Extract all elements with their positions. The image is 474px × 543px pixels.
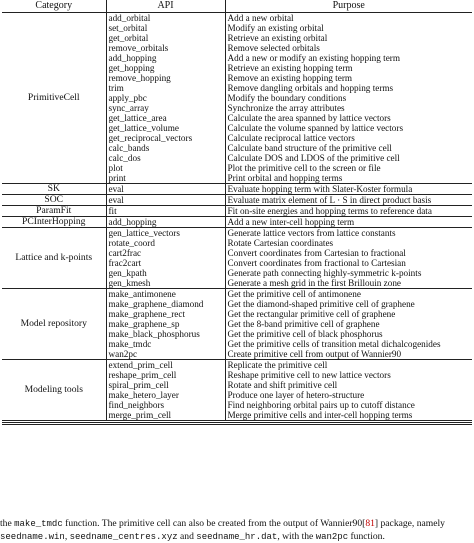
- category-cell: ParamFit: [2, 206, 106, 217]
- purpose-cell: Get the diamond-shaped primitive cell of graphene: [227, 299, 415, 309]
- api-cell: make_hetero_layer: [106, 390, 225, 400]
- table-bottom-rule-second: [2, 424, 472, 425]
- purpose-cell: Get the 8-band primitive cell of graphene: [227, 319, 380, 329]
- purpose-cell: Evaluate matrix element of L · S in direct product basis: [225, 195, 472, 206]
- table-row: [2, 206, 472, 217]
- purpose-cell: Remove an existing hopping term: [227, 73, 353, 83]
- purpose-cell: Rotate Cartesian coordinates: [227, 238, 334, 248]
- purpose-cell: Get the primitive cell of black phosphorus: [227, 329, 383, 339]
- api-cell: calc_bands: [106, 143, 225, 153]
- api-cell: make_graphene_diamond: [106, 299, 225, 309]
- table-header-row: [2, 0, 472, 13]
- table-row: [2, 289, 472, 300]
- table-row: [2, 217, 472, 228]
- table-row: [2, 360, 472, 371]
- code-seedname-centres: seedname_centres.xyz: [69, 531, 178, 542]
- api-cell: gen_kpath: [106, 268, 225, 278]
- api-cell: find_neighbors: [106, 400, 225, 410]
- purpose-cell: Retrieve an existing orbital: [227, 33, 328, 43]
- purpose-cell: Evaluate hopping term with Slater-Koster formula: [225, 184, 472, 195]
- text-segment: function.: [348, 530, 385, 542]
- purpose-cell: Get the primitive cells of transition metal dichalcogenides: [227, 339, 441, 349]
- api-cell: set_orbital: [106, 23, 225, 33]
- api-cell: plot: [106, 163, 225, 173]
- api-cell: spiral_prim_cell: [106, 380, 225, 390]
- purpose-cell: Add a new or modify an existing hopping term: [227, 53, 400, 63]
- text-segment: the: [0, 518, 15, 529]
- api-cell: gen_kmesh: [106, 278, 225, 289]
- api-cell: cart2frac: [106, 248, 225, 258]
- body-text-line-2: [0, 531, 474, 543]
- code-seedname-win: seedname.win: [0, 531, 65, 542]
- purpose-cell: Print orbital and hopping terms: [225, 173, 472, 184]
- api-cell: rotate_coord: [106, 238, 225, 248]
- text-segment: , with the: [277, 530, 316, 542]
- code-wan2pc: wan2pc: [315, 531, 349, 542]
- table-row: [2, 13, 472, 24]
- api-cell: print: [106, 173, 225, 184]
- api-cell: remove_orbitals: [106, 43, 225, 53]
- purpose-cell: Merge primitive cells and inter-cell hopping terms: [225, 410, 472, 421]
- category-cell: PCInterHopping: [2, 217, 106, 228]
- purpose-cell: Produce one layer of hetero-structure: [227, 390, 365, 400]
- purpose-cell: Calculate the volume spanned by lattice vectors: [227, 123, 404, 133]
- code-make-tmdc: make_tmdc: [14, 519, 63, 529]
- api-cell: trim: [106, 83, 225, 93]
- category-cell: Lattice and k-points: [2, 228, 106, 289]
- purpose-cell: Reshape primitive cell to new lattice vectors: [227, 370, 391, 380]
- api-cell: frac2cart: [106, 258, 225, 268]
- category-cell: Model repository: [2, 289, 106, 360]
- api-cell: eval: [106, 184, 225, 195]
- table-bottom-rule: [2, 422, 472, 423]
- api-cell: get_reciprocal_vectors: [106, 133, 225, 143]
- api-cell: make_graphene_sp: [106, 319, 225, 329]
- citation-link[interactable]: 81: [365, 518, 375, 529]
- api-cell: make_graphene_rect: [106, 309, 225, 319]
- purpose-cell: Remove dangling orbitals and hopping terms: [227, 83, 394, 93]
- header-purpose: Purpose: [225, 0, 472, 13]
- api-cell: eval: [106, 195, 225, 206]
- api-table: [2, 0, 472, 421]
- api-cell: reshape_prim_cell: [106, 370, 225, 380]
- category-cell: PrimitiveCell: [2, 13, 106, 184]
- api-cell: add_hopping: [106, 217, 225, 228]
- purpose-cell: Remove selected orbitals: [227, 43, 320, 53]
- header-category: Category: [2, 0, 106, 13]
- purpose-cell: Calculate band structure of the primitive cell: [227, 143, 392, 153]
- purpose-cell: Modify the boundary conditions: [227, 93, 347, 103]
- purpose-cell: Add a new inter-cell hopping term: [225, 217, 472, 228]
- api-cell: apply_pbc: [106, 93, 225, 103]
- purpose-cell: Synchronize the array attributes: [227, 103, 345, 113]
- api-cell: wan2pc: [106, 349, 225, 360]
- purpose-cell: Retrieve an existing hopping term: [227, 63, 353, 73]
- body-text: [0, 518, 474, 543]
- api-cell: get_lattice_area: [106, 113, 225, 123]
- purpose-cell: Find neighboring orbital pairs up to cutoff distance: [227, 400, 415, 410]
- table-body: [2, 13, 472, 421]
- api-table-container: [2, 0, 472, 421]
- api-cell: fit: [106, 206, 225, 217]
- purpose-cell: Calculate DOS and LDOS of the primitive cell: [227, 153, 400, 163]
- api-cell: calc_dos: [106, 153, 225, 163]
- purpose-cell: Generate path connecting highly-symmetric k-points: [227, 268, 422, 278]
- purpose-cell: Get the primitive cell of antimonene: [227, 289, 361, 299]
- purpose-cell: Calculate the area spanned by lattice vectors: [227, 113, 391, 123]
- api-cell: merge_prim_cell: [106, 410, 225, 421]
- category-cell: SK: [2, 184, 106, 195]
- api-cell: remove_hopping: [106, 73, 225, 83]
- api-cell: extend_prim_cell: [106, 360, 225, 371]
- api-cell: make_black_phosphorus: [106, 329, 225, 339]
- api-cell: make_antimonene: [106, 289, 225, 300]
- purpose-cell: Rotate and shift primitive cell: [227, 380, 338, 390]
- header-api: API: [106, 0, 225, 13]
- api-cell: sync_array: [106, 103, 225, 113]
- table-row: [2, 195, 472, 206]
- purpose-cell: Fit on-site energies and hopping terms to reference data: [225, 206, 472, 217]
- body-text-line-1: [0, 518, 474, 531]
- purpose-cell: Replicate the primitive cell: [227, 360, 328, 370]
- purpose-cell: Convert coordinates from Cartesian to fractional: [227, 248, 406, 258]
- table-row: [2, 228, 472, 239]
- text-segment: ] package, namely: [374, 518, 445, 529]
- text-segment: and: [177, 530, 197, 542]
- purpose-cell: Generate lattice vectors from lattice constants: [227, 228, 396, 238]
- table-row: [2, 184, 472, 195]
- api-cell: add_hopping: [106, 53, 225, 63]
- api-cell: get_hopping: [106, 63, 225, 73]
- purpose-cell: Create primitive cell from output of Wannier90: [225, 349, 472, 360]
- api-cell: get_lattice_volume: [106, 123, 225, 133]
- purpose-cell: Convert coordinates from fractional to Cartesian: [227, 258, 406, 268]
- purpose-cell: Calculate reciprocal lattice vectors: [227, 133, 355, 143]
- text-segment: ,: [64, 530, 70, 542]
- api-cell: add_orbital: [106, 13, 225, 24]
- text-segment: function. The primitive cell can also be created from the output of Wannier90[: [62, 518, 366, 529]
- purpose-cell: Generate a mesh grid in the first Brillouin zone: [225, 278, 472, 289]
- category-cell: Modeling tools: [2, 360, 106, 421]
- purpose-cell: Add a new orbital: [227, 13, 294, 23]
- purpose-cell: Get the rectangular primitive cell of graphene: [227, 309, 396, 319]
- code-seedname-hr: seedname_hr.dat: [196, 531, 278, 542]
- purpose-cell: Modify an existing orbital: [227, 23, 324, 33]
- api-cell: gen_lattice_vectors: [106, 228, 225, 239]
- purpose-cell: Plot the primitive cell to the screen or file: [227, 163, 381, 173]
- category-cell: SOC: [2, 195, 106, 206]
- api-cell: make_tmdc: [106, 339, 225, 349]
- api-cell: get_orbital: [106, 33, 225, 43]
